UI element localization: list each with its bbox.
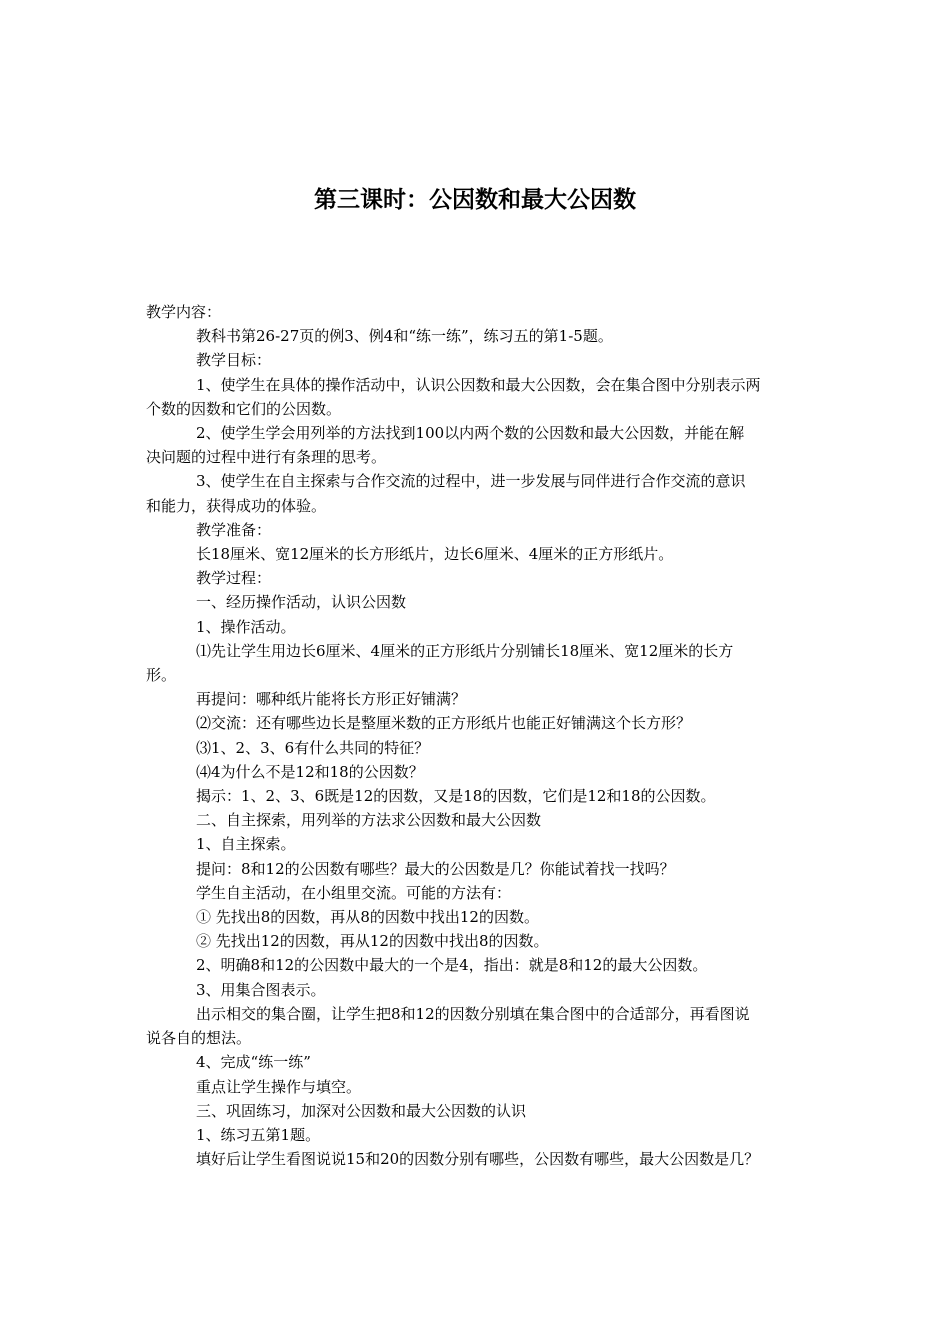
paragraph-line: 个数的因数和它们的公因数。 [146,399,342,418]
paragraph-line: 2、明确8和12的公因数中最大的一个是4，指出：就是8和12的最大公因数。 [196,956,708,975]
paragraph-line: 一、经历操作活动，认识公因数 [196,593,407,612]
paragraph-line: ⑶1、2、3、6有什么共同的特征？ [196,738,430,757]
document-body [146,300,822,1171]
paragraph-line: 教学准备： [196,520,272,539]
paragraph-line: 再提问：哪种纸片能将长方形正好铺满？ [196,690,467,709]
paragraph-line: ⑷4为什么不是12和18的公因数？ [196,762,424,781]
paragraph-line: 填好后让学生看图说说15和20的因数分别有哪些，公因数有哪些，最大公因数是几？ [196,1150,760,1169]
paragraph-line: 教学内容： [146,303,222,321]
paragraph-line: 提问：8和12的公因数有哪些？最大的公因数是几？你能试着找一找吗？ [196,859,675,878]
paragraph-line: 3、用集合图表示。 [196,980,326,999]
paragraph-line: 说各自的想法。 [146,1029,252,1048]
paragraph-line: 长18厘米、宽12厘米的长方形纸片，边长6厘米、4厘米的正方形纸片。 [196,545,674,564]
paragraph-line: 教学目标： [196,351,272,370]
paragraph-line: ⑵交流：还有哪些边长是整厘米数的正方形纸片也能正好铺满这个长方形？ [196,714,692,733]
paragraph-line: 和能力，获得成功的体验。 [146,496,327,515]
paragraph-line: 形。 [146,666,177,685]
paragraph-line: 3、使学生在自主探索与合作交流的过程中，进一步发展与同伴进行合作交流的意识 [196,472,746,491]
paragraph-line: 学生自主活动，在小组里交流。可能的方法有： [196,883,512,902]
page-title: 第三课时：公因数和最大公因数 [314,187,636,213]
paragraph-line: 二、自主探索，用列举的方法求公因数和最大公因数 [196,811,542,830]
paragraph-line: 重点让学生操作与填空。 [196,1077,362,1096]
paragraph-line: ⑴先让学生用边长6厘米、4厘米的正方形纸片分别铺长18厘米、宽12厘米的长方 [196,641,734,660]
paragraph-line: ② 先找出12的因数，再从12的因数中找出8的因数。 [196,932,549,951]
paragraph-line: ① 先找出8的因数，再从8的因数中找出12的因数。 [196,908,539,927]
paragraph-line: 决问题的过程中进行有条理的思考。 [146,448,387,467]
paragraph-line: 教学过程： [196,569,272,588]
paragraph-line: 1、使学生在具体的操作活动中，认识公因数和最大公因数，会在集合图中分别表示两 [196,375,761,394]
paragraph-line: 1、操作活动。 [196,617,296,636]
paragraph-line: 1、自主探索。 [196,835,296,854]
paragraph-line: 揭示：1、2、3、6既是12的因数，又是18的因数，它们是12和18的公因数。 [196,787,716,806]
paragraph-line: 2、使学生学会用列举的方法找到100以内两个数的公因数和最大公因数，并能在解 [196,424,745,443]
paragraph-line: 出示相交的集合圈，让学生把8和12的因数分别填在集合图中的合适部分，再看图说 [196,1004,750,1023]
paragraph-line: 三、巩固练习，加深对公因数和最大公因数的认识 [196,1101,527,1120]
paragraph-line: 教科书第26-27页的例3、例4和“练一练”，练习五的第1-5题。 [196,327,613,346]
paragraph-line: 4、完成“练一练” [196,1053,311,1072]
paragraph-line: 1、练习五第1题。 [196,1125,321,1144]
